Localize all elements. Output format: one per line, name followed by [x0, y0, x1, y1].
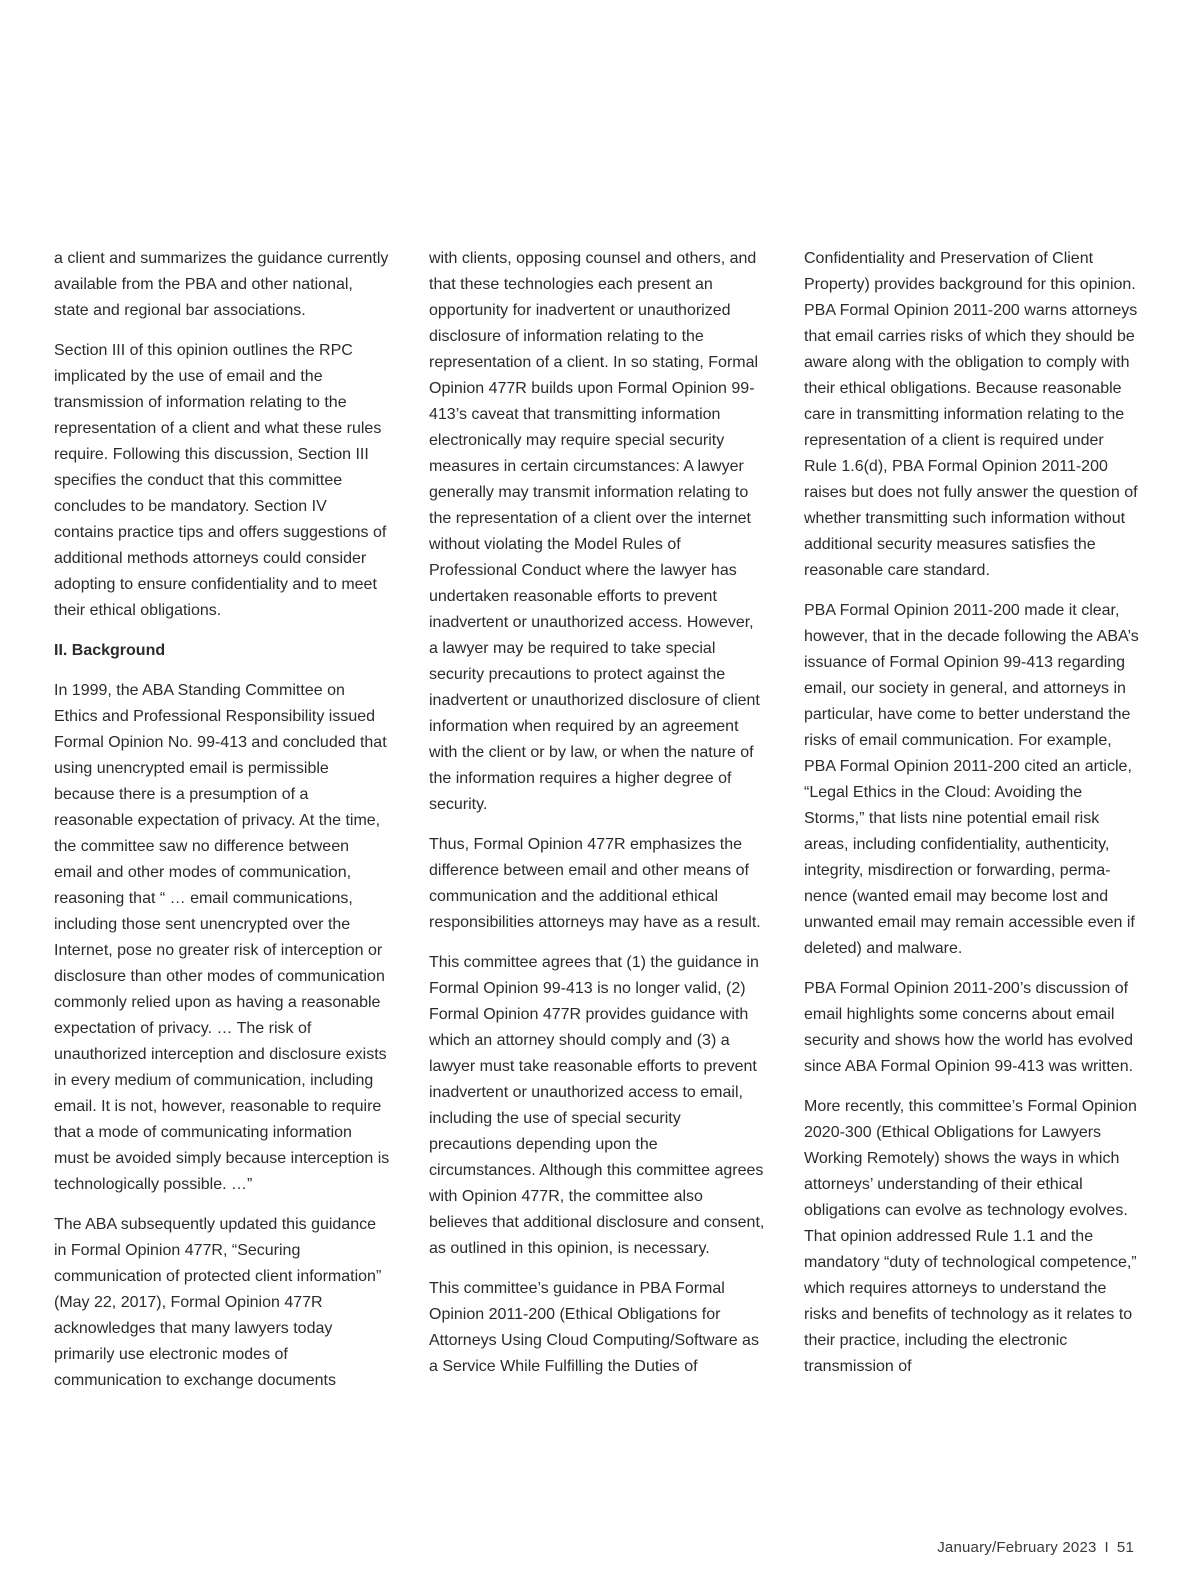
- paragraph: Confidentiality and Preservation of Client Property) provides background for this opinion. PBA Formal Opinion 2011-200 warns attorneys that email carries risks of which they should be aware along with the obligation to comply with their ethical obligations. Because reasonable care in transmitting information relating to the representation of a client is required under Rule 1.6(d), PBA Formal Opinion 2011-200 raises but does not fully answer the question of whether transmitting such information without additional security measures satisfies the reasonable care standard.: [804, 250, 1138, 579]
- text-column-3: [804, 246, 1140, 1394]
- paragraph: In 1999, the ABA Standing Committee on Ethics and Professional Responsibility issued Formal Opinion No. 99-413 and concluded that using unencrypted email is permissible because there is a presumption of a reasonable expectation of privacy. At the time, the committee saw no difference between email and other modes of communication, reasoning that “ … email communications, including those sent unencrypted over the Internet, pose no greater risk of interception or disclosure than other modes of communication commonly relied upon as having a reasonable expectation of privacy. … The risk of unauthorized interception and disclosure exists in every medium of communication, including email. It is not, however, reasonable to require that a mode of communicating information must be avoided simply because interception is technologically possible. …”: [54, 682, 390, 1193]
- paragraph: with clients, opposing counsel and others, and that these technologies each present an opportunity for inadvertent or unauthorized disclosure of information relating to the representation of a client. In so stating, Formal Opinion 477R builds upon Formal Opinion 99-413’s caveat that transmitting information electronically may require special security measures in certain circumstances: A lawyer generally may transmit information relating to the representation of a client over the internet without violating the Model Rules of Professional Conduct where the lawyer has undertaken reasonable efforts to prevent inadvertent or unauthorized access. However, a lawyer may be required to take special security precautions to protect against the inadvertent or unauthorized disclosure of client information when required by an agreement with the client or by law, or when the nature of the information requires a higher degree of security.: [429, 250, 760, 813]
- paragraph: Thus, Formal Opinion 477R emphasizes the difference between email and other means of communication and the additional ethical responsibilities attorneys may have as a result.: [429, 836, 761, 931]
- paragraph: Section III of this opinion outlines the RPC implicated by the use of email and the transmission of information relating to the representation of a client and what these rules require. Following this discussion, Section III specifies the conduct that this committee concludes to be mandatory. Section IV contains practice tips and offers suggestions of additional methods attorneys could consider adopting to ensure confidentiality and to meet their ethical obligations.: [54, 342, 387, 619]
- section-heading: II. Background: [54, 642, 166, 659]
- footer-separator: I: [1104, 1539, 1109, 1556]
- paragraph: This committee’s guidance in PBA Formal Opinion 2011-200 (Ethical Obligations for Attorneys Using Cloud Computing/Software as a Service While Fulfilling the Duties of: [429, 1280, 759, 1375]
- text-column-1: [54, 246, 390, 1408]
- paragraph: PBA Formal Opinion 2011-200 made it clear, however, that in the decade following the ABA’s issuance of Formal Opinion 99-413 regarding email, our society in general, and attorneys in particular, have come to better understand the risks of email communication. For example, PBA Formal Opinion 2011-200 cited an article, “Legal Ethics in the Cloud: Avoiding the Storms,” that lists nine potential email risk areas, including confidentiality, authenticity, integrity, misdirection or forwarding, permanence (wanted email may become lost and unwanted email may remain accessible even if deleted) and malware.: [804, 602, 1139, 957]
- paragraph: The ABA subsequently updated this guidance in Formal Opinion 477R, “Securing communication of protected client information” (May 22, 2017), Formal Opinion 477R acknowledges that many lawyers today primarily use electronic modes of communication to exchange documents: [54, 1216, 382, 1389]
- page-number: 51: [1116, 1539, 1134, 1556]
- paragraph: PBA Formal Opinion 2011-200’s discussion of email highlights some concerns about email security and shows how the world has evolved since ABA Formal Opinion 99-413 was written.: [804, 980, 1134, 1075]
- page-footer: [937, 1539, 1134, 1556]
- text-column-2: [429, 246, 765, 1394]
- paragraph: More recently, this committee’s Formal Opinion 2020-300 (Ethical Obligations for Lawyers Working Remotely) shows the ways in which attorneys’ understanding of their ethical obligations can evolve as technology evolves. That opinion addressed Rule 1.1 and the mandatory “duty of technological competence,” which requires attorneys to understand the risks and benefits of technology as it relates to their practice, including the electronic transmission of: [804, 1098, 1137, 1375]
- paragraph: This committee agrees that (1) the guidance in Formal Opinion 99-413 is no longer valid, (2) Formal Opinion 477R provides guidance with which an attorney should comply and (3) a lawyer must take reasonable efforts to prevent inadvertent or unauthorized access to email, including the use of special security precautions depending upon the circumstances. Although this committee agrees with Opinion 477R, the committee also believes that additional disclosure and consent, as outlined in this opinion, is necessary.: [429, 954, 765, 1257]
- issue-date: January/February 2023: [937, 1539, 1097, 1556]
- paragraph: a client and summarizes the guidance currently available from the PBA and other national, state and regional bar associations.: [54, 250, 389, 319]
